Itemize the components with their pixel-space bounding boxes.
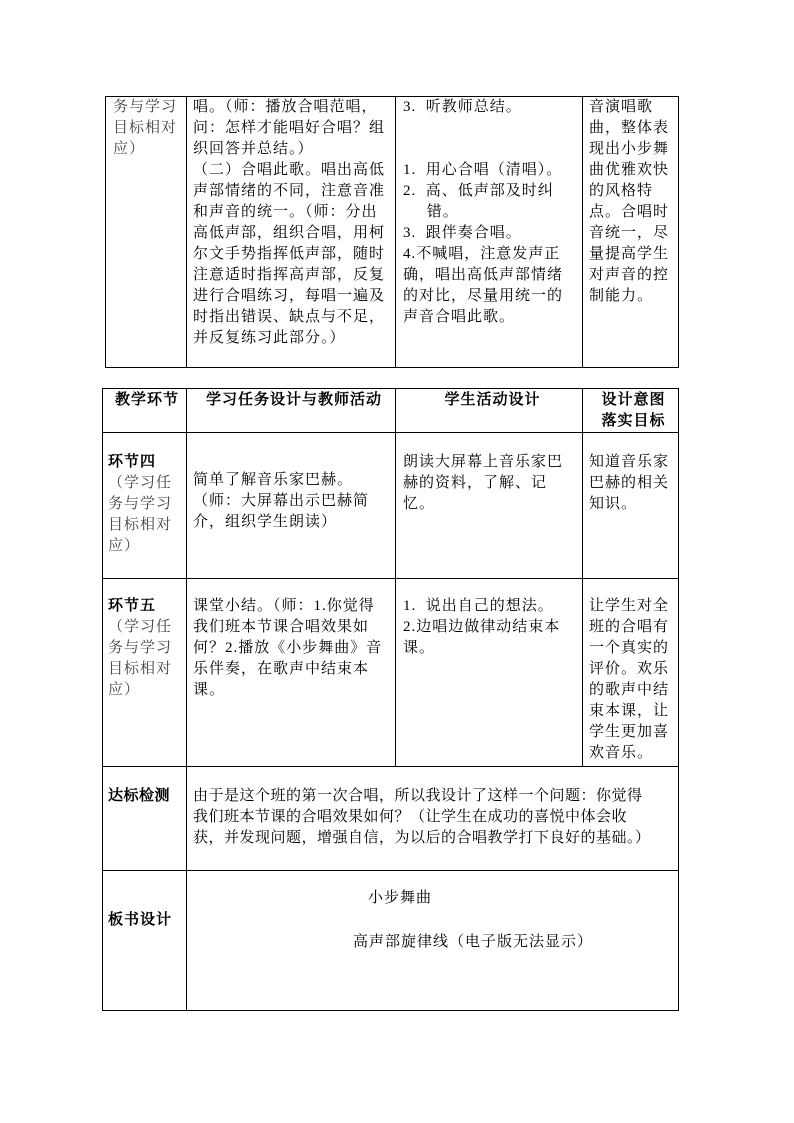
board-design-cell [187, 871, 679, 1011]
stage-cell [103, 433, 187, 579]
assessment-text: 由于是这个班的第一次合唱，所以我设计了这样一个问题：你觉得 我们班本节课的合唱效果如何？（让学生在成功的喜悦中体会收 获，并发现问题，增强自信，为以后的合唱教学打下良好的基础。） [193, 788, 651, 846]
assessment-label-cell [103, 767, 187, 871]
student-activity-text: 3. 听教师总结。 1. 用心合唱（清唱）。 2. 高、低声部及时纠 错。 3. 跟伴奏合唱。 4.不喊唱，注意发声正 确，唱出高低声部情绪 的对比，尽量用统一的 声音合唱此歌。 [403, 99, 564, 325]
stage-note: 务与学习 目标相对 应） [113, 99, 178, 157]
student-activity-cell [396, 579, 583, 767]
stage-label: 环节四 [108, 454, 157, 470]
design-intent-cell [583, 579, 679, 767]
header-teacher: 学习任务设计与教师活动 [205, 392, 382, 408]
design-intent-text: 音演唱歌 曲，整体表 现出小步舞 曲优雅欢快 的风格特 点。合唱时 音统一，尽 量提高学生 对声音的控 制能力。 [589, 99, 670, 304]
lesson-table [102, 388, 679, 1011]
design-intent-text: 让学生对全 班的合唱有 一个真实的 评价。欢乐 的歌声中结 束本课，让 学生更加喜 欢音乐。 [589, 598, 670, 761]
board-title: 小步舞曲 [368, 890, 433, 906]
board-design-label-cell [103, 871, 187, 1011]
student-activity-text: 1. 说出自己的想法。 2.边唱边做律动结束本 课。 [403, 598, 561, 656]
stage-cell [103, 579, 187, 767]
header-intent: 设计意图 落实目标 [601, 392, 666, 429]
student-activity-cell [396, 97, 583, 368]
student-activity-cell [396, 433, 583, 579]
assessment-text-cell [187, 767, 679, 871]
header-stage: 教学环节 [114, 392, 179, 408]
stage-cell [106, 97, 187, 368]
header-cell-intent [583, 389, 679, 433]
stage-label: 环节五 [108, 598, 157, 614]
teacher-activity-cell [187, 579, 396, 767]
teacher-activity-text: 简单了解音乐家巴赫。 （师：大屏幕出示巴赫简 介，组织学生朗读） [193, 472, 370, 530]
stage-note: （学习任 务与学习 目标相对 应） [108, 619, 173, 698]
header-cell-stage [103, 389, 187, 433]
student-activity-text: 朗读大屏幕上音乐家巴 赫的资料，了解、记 忆。 [403, 454, 564, 512]
teacher-activity-cell [187, 97, 396, 368]
stage-note: （学习任 务与学习 目标相对 应） [108, 475, 173, 554]
teacher-activity-cell [187, 433, 396, 579]
teacher-activity-text: 唱。（师：播放合唱范唱， 问：怎样才能唱好合唱？组 织回答并总结。） （二）合唱此歌。唱出高低 声部情绪的不同，注意音准 和声音的统一。（师：分出 高低声部，组织合唱，用柯 尔文手势指挥低声部，随时 注意适时指挥高声部，反复 进行合唱练习，每唱一遍及 时指出错误、缺点与不足， 并反复练习此部分。） [193, 99, 386, 346]
board-subtitle: 高声部旋律线（电子版无法显示） [353, 934, 594, 950]
header-cell-teacher [187, 389, 396, 433]
lesson-table-continued [105, 96, 679, 368]
header-student: 学生活动设计 [444, 392, 541, 408]
design-intent-text: 知道音乐家 巴赫的相关 知识。 [589, 454, 670, 512]
teacher-activity-text: 课堂小结。（师：1.你觉得 我们班本节课合唱效果如 何？2.播放《小步舞曲》音 乐伴奏，在歌声中结束本 课。 [193, 598, 383, 698]
board-design-label: 板书设计 [108, 912, 173, 928]
header-cell-student [396, 389, 583, 433]
assessment-label: 达标检测 [108, 788, 171, 804]
design-intent-cell [583, 97, 679, 368]
design-intent-cell [583, 433, 679, 579]
